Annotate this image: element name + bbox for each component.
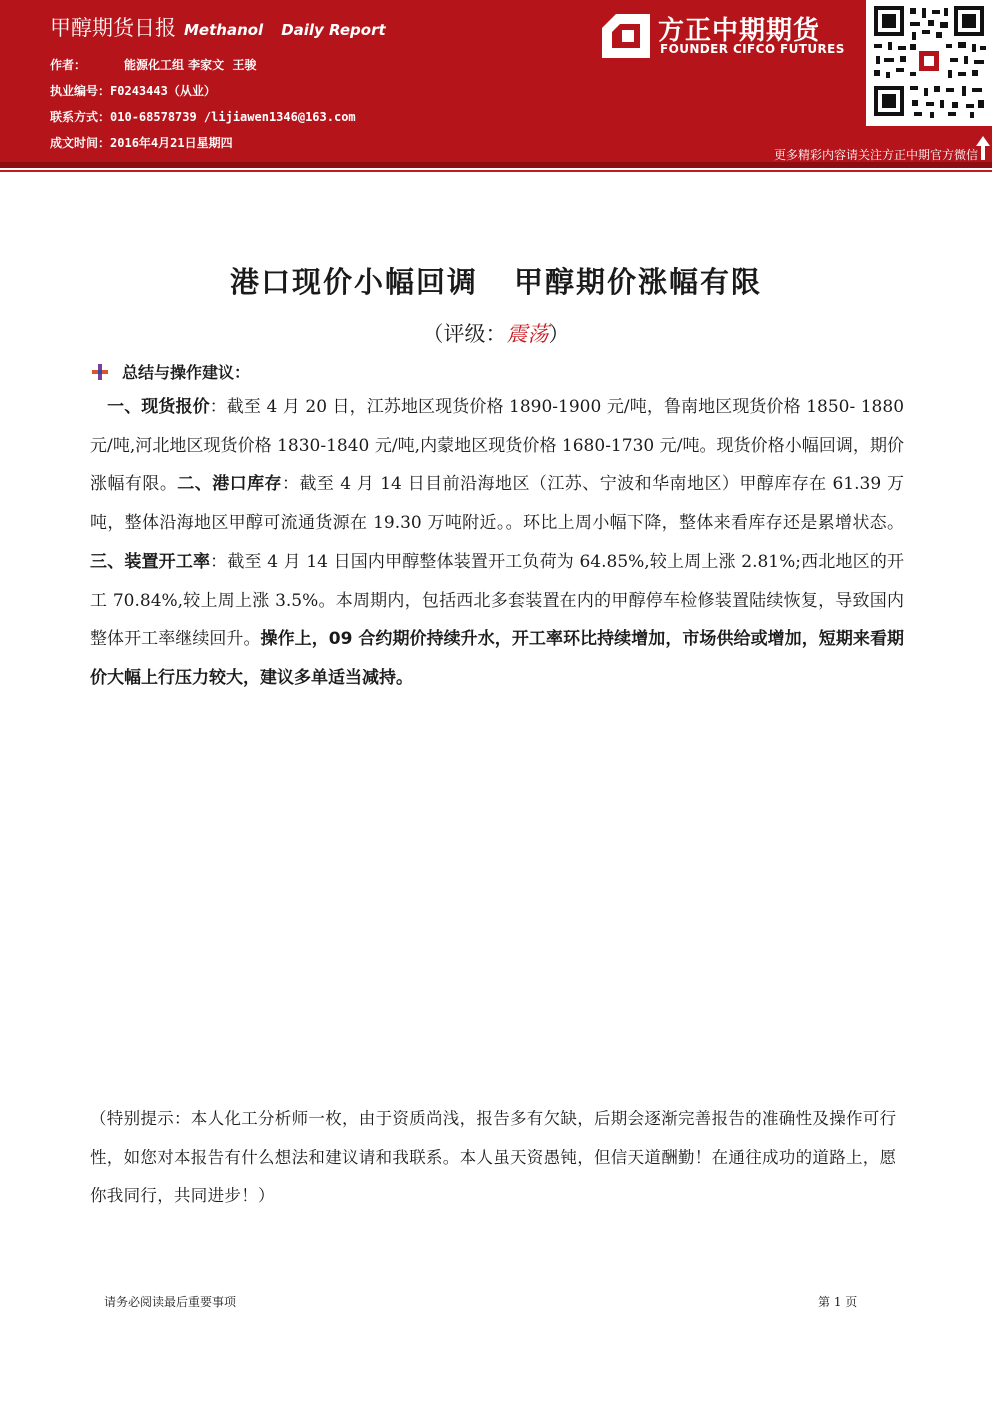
summary-heading [92, 360, 250, 383]
header-divider-thin [0, 170, 992, 172]
report-title-en-1: Methanol [184, 21, 264, 39]
report-title-cn: 甲醇期货日报 [50, 16, 176, 40]
date-label: 成文时间： [50, 136, 111, 150]
logo-mark-icon [602, 14, 650, 58]
bullet-cross-icon [92, 364, 108, 380]
footer-disclaimer: 请务必阅读最后重要事项 [104, 1295, 237, 1309]
license-line [50, 82, 216, 99]
license-value: F0243443（从业） [110, 84, 216, 98]
summary-heading-text: 总结与操作建议： [122, 363, 251, 382]
date-value: 2016年4月21日星期四 [110, 136, 233, 150]
title-part-1: 港口现价小幅回调 [229, 265, 478, 299]
page-title [0, 260, 992, 301]
spot-price-text: ：截至 4 月 20 日，江苏地区现货价格 1890-1900 元/吨，鲁南地区现货价格 1850- 1880 元/吨,河北地区现货价格 1830-1840 元/吨,内蒙地区现货价格 1680-1730 元/吨。现货价格小幅回调，期价涨幅有限。 [90, 397, 905, 495]
title-part-2: 甲醇期价涨幅有限 [514, 265, 763, 299]
rating-line [0, 318, 992, 348]
operating-rate-label: 三、装置开工率 [90, 551, 211, 572]
author-label: 作者： [50, 58, 87, 72]
license-label: 执业编号： [50, 84, 111, 98]
spot-price-label: 一、现货报价 [107, 397, 210, 417]
contact-line [50, 108, 356, 125]
report-title-en-2: Daily Report [281, 21, 386, 39]
rating-prefix: （评级： [422, 322, 507, 346]
port-inventory-label: 二、港口库存 [177, 474, 283, 495]
operating-rate-text: ：截至 4 月 14 日国内甲醇整体装置开工负荷为 64.85%,较上周上涨 2.81%;西北地区的开工 70.84%,较上周上涨 3.5%。本周期内，包括西北多套装置在内的甲醇停车检修装置陆续恢复，导致国内整体开工率继续回升。 [90, 551, 905, 650]
arrow-up-icon [976, 136, 990, 160]
page-number: 第 1 页 [818, 1295, 858, 1309]
contact-value: 010-68578739 /lijiawen1346@163.com [110, 110, 356, 124]
wechat-qr-code [866, 0, 992, 126]
report-title [50, 12, 386, 42]
rating-suffix: ） [548, 322, 570, 346]
logo-cn-text: 方正中期期货 [658, 16, 821, 46]
trading-advice: 操作上，09 合约期价持续升水，开工率环比持续增加，市场供给或增加，短期来看期价大幅上行压力较大，建议多单适当减持。 [90, 629, 905, 688]
rating-value: 震荡 [506, 322, 549, 346]
company-logo [602, 8, 862, 62]
author-value: 能源化工组 李家文 王骏 [124, 58, 257, 72]
date-line [50, 134, 233, 151]
wechat-follow-text: 更多精彩内容请关注方正中期官方微信 [773, 148, 978, 162]
author-line [50, 56, 257, 73]
summary-body [90, 388, 904, 698]
special-note: （特别提示：本人化工分析师一枚，由于资质尚浅，报告多有欠缺，后期会逐渐完善报告的准确性及操作可行性，如您对本报告有什么想法和建议请和我联系。本人虽天资愚钝，但信天道酬勤！在通往成功的道路上，愿你我同行，共同进步！） [90, 1109, 897, 1205]
port-inventory-text: ：截至 4 月 14 日目前沿海地区（江苏、宁波和华南地区）甲醇库存在 61.39 万吨，整体沿海地区甲醇可流通货源在 19.30 万吨附近。。环比上周小幅下降，整体来看库存还是累增状态。 [90, 474, 905, 534]
contact-label: 联系方式： [50, 110, 111, 124]
qr-code-icon [866, 0, 992, 126]
logo-en-text: FOUNDER CIFCO FUTURES [660, 42, 845, 56]
